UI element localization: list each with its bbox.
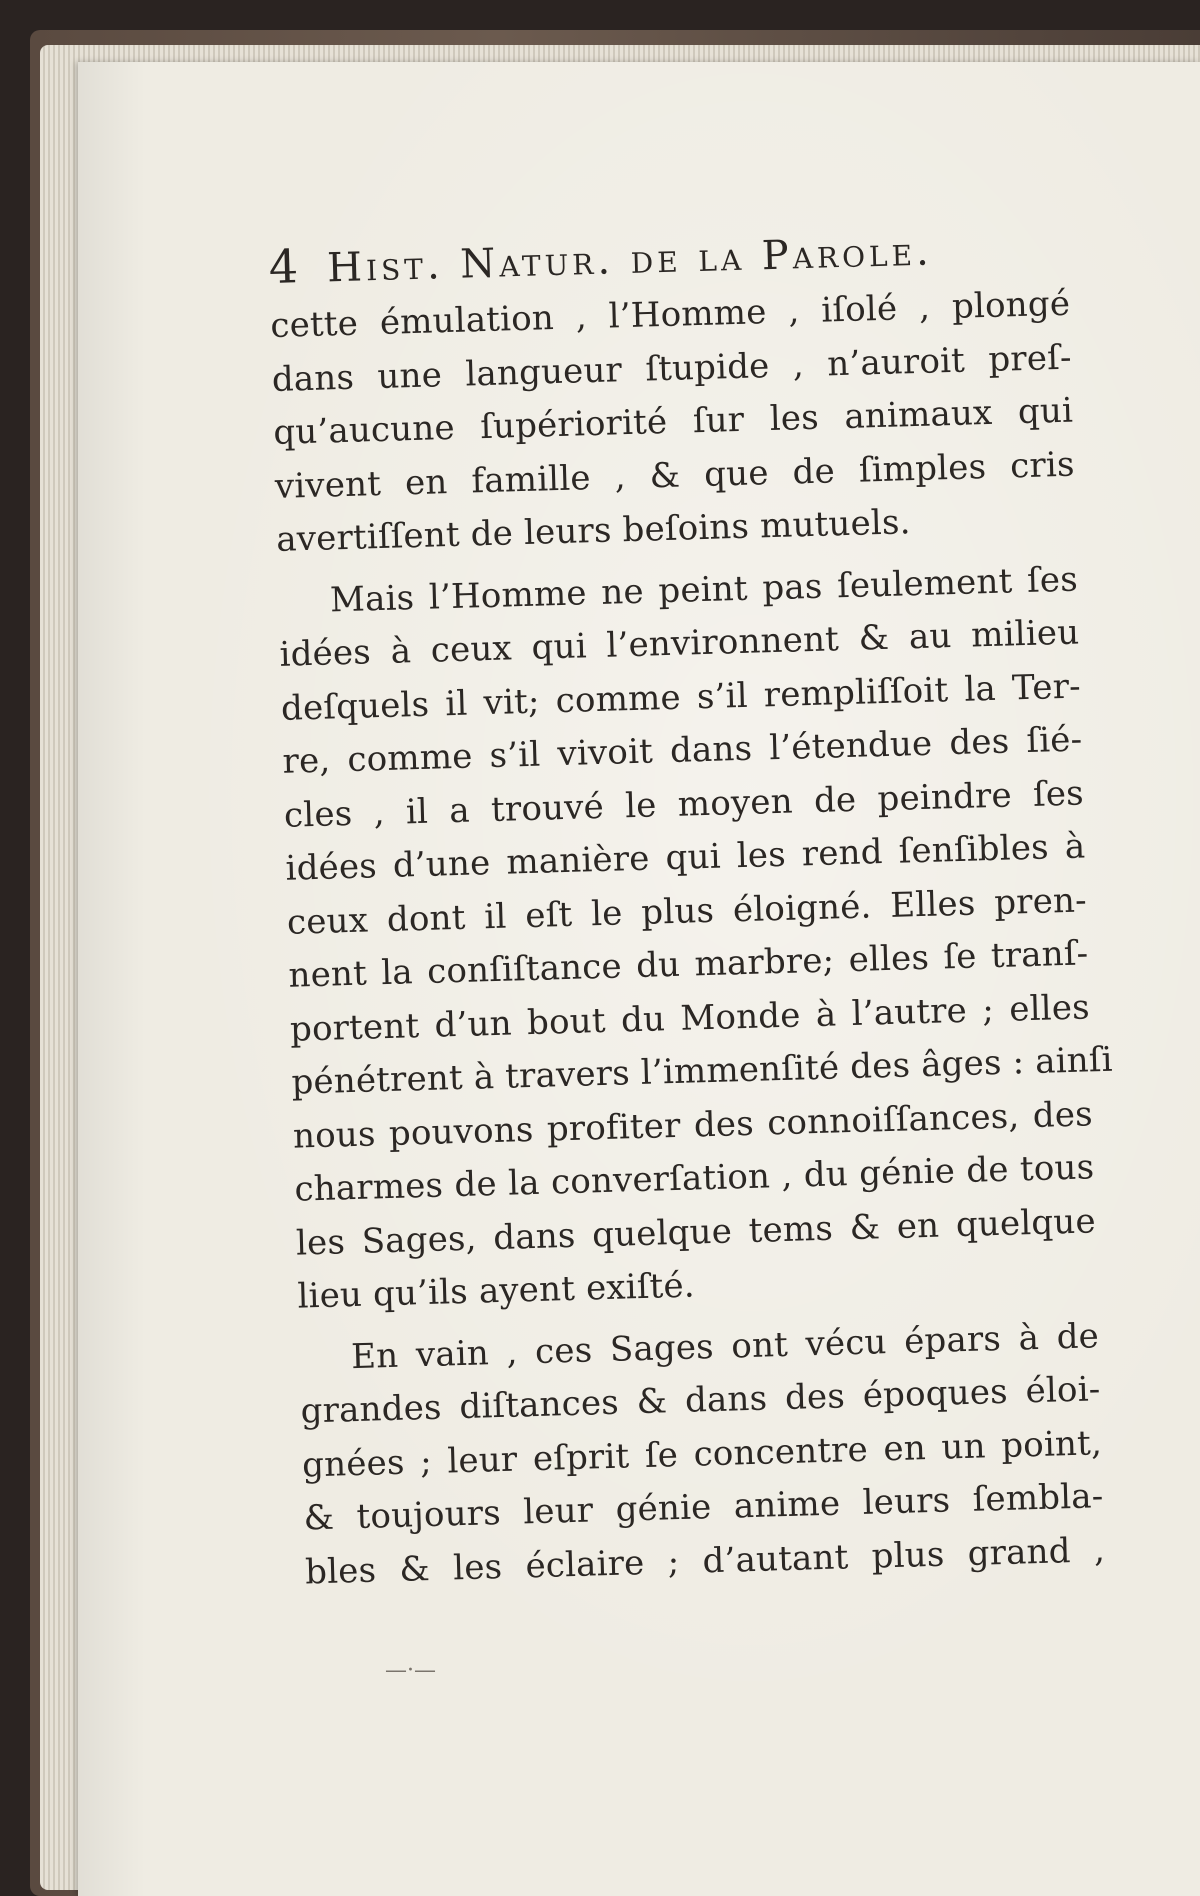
page-text [268,218,1114,1600]
text-line: re, comme s’il vivoit dans l’étendue des ſié- [282,719,1083,782]
text-line: lieu qu’ils ayent exiſté. [296,1265,696,1317]
text-line: gnées ; leur eſprit ſe concentre en un point, [301,1422,1103,1486]
text-line: cles , il a trouvé le moyen de peindre ſes [283,772,1085,836]
bottom-mark: —·— [385,1658,436,1683]
text-line: deſquels il vit; comme s’il rempliſſoit la Ter- [280,665,1082,729]
text-line: bles & les éclaire ; d’autant plus grand , [304,1529,1106,1592]
text-line: dans une langueur ſtupide , n’auroit preſ- [271,337,1073,400]
text-line: avertiſſent de leurs beſoins mutuels. [275,502,912,560]
text-line: idées d’une manière qui les rend ſenſibles à [285,826,1086,889]
paragraph-1 [270,278,1077,568]
text-line: grandes diſtances & dans des époques éloi- [300,1369,1101,1432]
text-line: pénétrent à travers l’immenſité des âges : ainſi [290,1039,1114,1103]
paragraph-3 [299,1310,1106,1600]
page-number: 4 [268,239,302,294]
text-line: qu’aucune ſupériorité ſur les animaux qui [272,390,1074,453]
text-line: charmes de la converſation , du génie de tous [293,1147,1095,1210]
text-line: vivent en famille , & que de ſimples cris [274,444,1076,507]
running-title: Hist. Natur. de la Parole. [326,228,934,292]
paragraph-2 [277,553,1114,1324]
text-line: En vain , ces Sages ont vécu épars à de [350,1315,1100,1377]
text-line: nent la conſiſtance du marbre; elles ſe tranſ- [287,933,1089,996]
text-line: les Sages, dans quelque tems & en quelque [295,1200,1097,1264]
text-line: Mais l’Homme ne peint pas ſeulement ſes [329,559,1079,620]
text-line: & toujours leur génie anime leurs ſembla- [303,1476,1104,1539]
text-line: nous pouvons profiter des connoiſſances, des [292,1093,1094,1157]
text-line: ceux dont il eſt le plus éloigné. Elles pren- [286,879,1088,943]
text-line: portent d’un bout du Monde à l’autre ; elles [289,986,1091,1050]
text-line: idées à ceux qui l’environnent & au milieu [279,612,1080,675]
text-line: cette émulation , l’Homme , iſolé , plongé [269,283,1071,346]
